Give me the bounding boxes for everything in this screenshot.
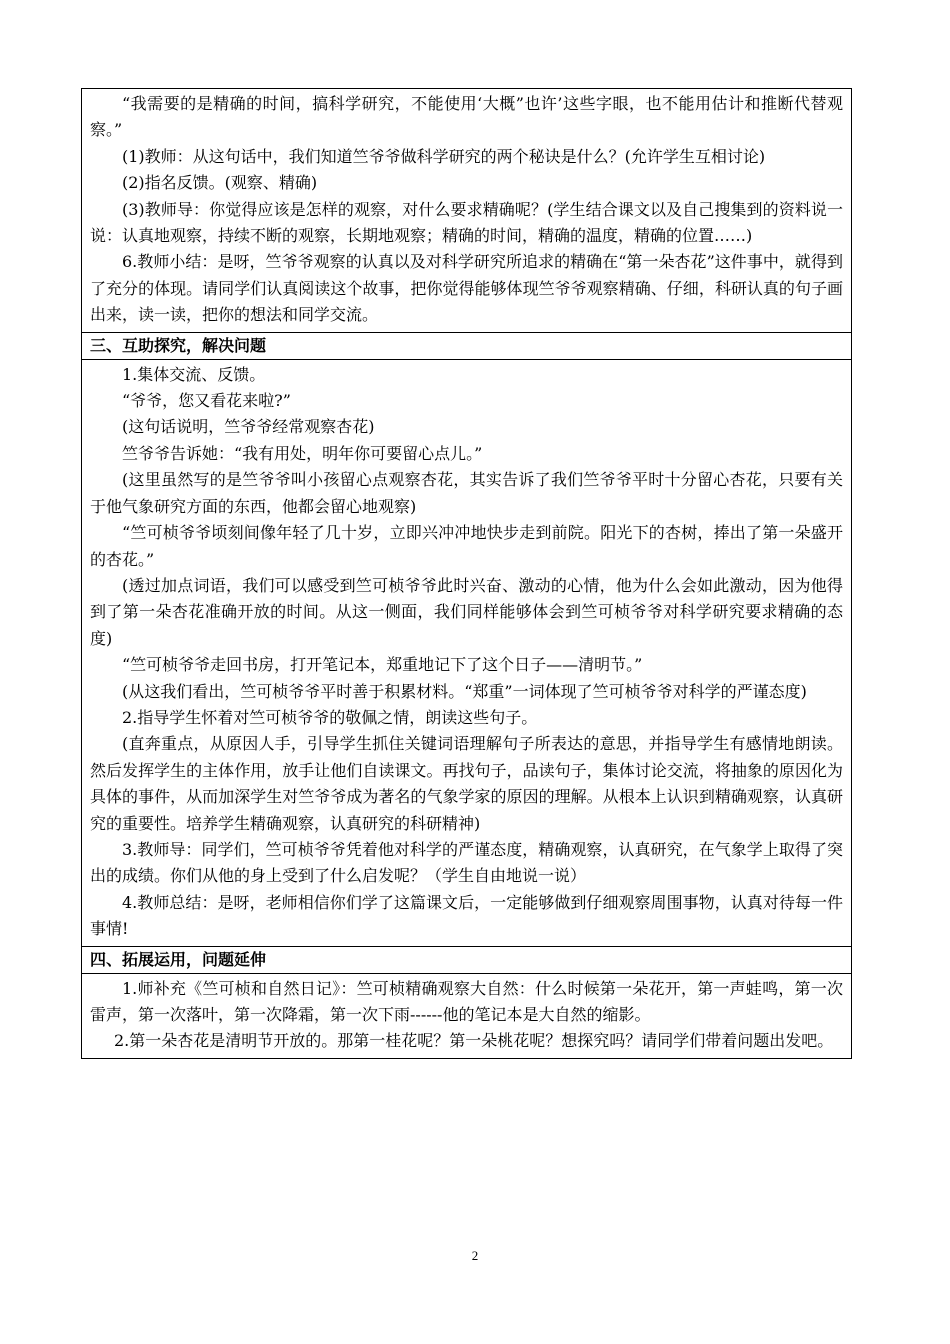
paragraph: (透过加点词语，我们可以感受到竺可桢爷爷此时兴奋、激动的心情，他为什么会如此激动，因为他得到了第一朵杏花准确开放的时间。从这一侧面，我们同样能够体会到竺可桢爷爷对科学研究要求精确的态度) [90,575,843,648]
paragraph: (直奔重点，从原因人手，引导学生抓住关键词语理解句子所表达的意思，并指导学生有感情地朗读。然后发挥学生的主体作用，放手让他们自读课文。再找句子，品读句子，集体讨论交流，将抽象的原因化为具体的事件，从而加深学生对竺爷爷成为著名的气象学家的原因的理解。从根本上认识到精确观察，认真研究的重要性。培养学生精确观察，认真研究的科研精神) [90,734,843,833]
section-two-row [82,89,852,333]
section-three-row [82,359,852,946]
lesson-table [81,88,852,1059]
paragraph: 6.教师小结：是呀，竺爷爷观察的认真以及对科学研究所追求的精确在“第一朵杏花”这件事中，就得到了充分的体现。请同学们认真阅读这个故事，把你觉得能够体现竺爷爷观察精确、仔细，科研认真的句子画出来，读一读，把你的想法和同学交流。 [90,252,843,325]
paragraph: (从这我们看出，竺可桢爷爷平时善于积累材料。“郑重”一词体现了竺可桢爷爷对科学的严谨态度) [122,681,807,701]
paragraph: 3.教师导：同学们，竺可桢爷爷凭着他对科学的严谨态度，精确观察，认真研究，在气象学上取得了突出的成绩。你们从他的身上受到了什么启发呢？（学生自由地说一说） [90,839,843,886]
section-two-cell [82,89,852,333]
section-four-heading-row [82,946,852,973]
paragraph: 1.师补充《竺可桢和自然日记》：竺可桢精确观察大自然：什么时候第一朵花开，第一声蛙鸣，第一次雷声，第一次落叶，第一次降霜，第一次下雨------他的笔记本是大自然的缩影。 [90,978,843,1024]
section-three-heading: 三、互助探究，解决问题 [82,332,852,359]
paragraph: 2.指导学生怀着对竺可桢爷爷的敬佩之情，朗读这些句子。 [122,707,538,727]
paragraph: (1)教师：从这句话中，我们知道竺爷爷做科学研究的两个秘诀是什么？(允许学生互相讨论) [122,146,766,166]
paragraph: (这句话说明，竺爷爷经常观察杏花) [122,417,375,437]
paragraph: 2.第一朵杏花是清明节开放的。那第一桂花呢？第一朵桃花呢？想探究吗？请同学们带着问题出发吧。 [114,1031,834,1051]
paragraph: “竺可桢爷爷顷刻间像年轻了几十岁，立即兴冲冲地快步走到前院。阳光下的杏树，捧出了第一朵盛开的杏花。” [90,523,843,569]
lesson-plan-page [81,88,852,1059]
section-four-cell [82,973,852,1058]
page-number: 2 [471,1248,479,1263]
paragraph: (2)指名反馈。(观察、精确) [122,173,318,193]
paragraph: “我需要的是精确的时间，搞科学研究，不能使用‘大概”也许’这些字眼，也不能用估计和推断代替观察。” [90,94,843,140]
section-four-heading: 四、拓展运用，问题延伸 [82,946,852,973]
paragraph: 竺爷爷告诉她：“我有用处，明年你可要留心点儿。” [122,443,483,463]
paragraph: (这里虽然写的是竺爷爷叫小孩留心点观察杏花，其实告诉了我们竺爷爷平时十分留心杏花，只要有关于他气象研究方面的东西，他都会留心地观察) [90,470,843,516]
paragraph: “爷爷，您又看花来啦?” [122,391,291,411]
section-three-heading-row [82,332,852,359]
paragraph: “竺可桢爷爷走回书房，打开笔记本，郑重地记下了这个日子——清明节。” [122,655,643,675]
section-three-cell [82,359,852,946]
paragraph: 4.教师总结：是呀，老师相信你们学了这篇课文后，一定能够做到仔细观察周围事物，认真对待每一件事情! [90,892,843,939]
paragraph: (3)教师导：你觉得应该是怎样的观察，对什么要求精确呢？(学生结合课文以及自己搜集到的资料说一说：认真地观察，持续不断的观察，长期地观察；精确的时间，精确的温度，精确的位置……) [90,199,843,246]
section-four-row [82,973,852,1058]
paragraph: 1.集体交流、反馈。 [122,364,266,384]
